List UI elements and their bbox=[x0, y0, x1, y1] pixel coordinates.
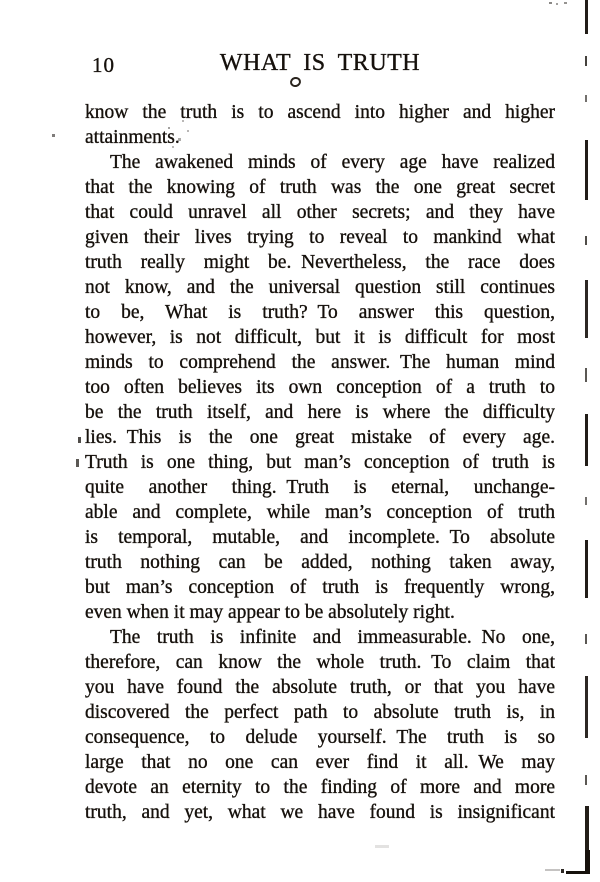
page-edge-mark bbox=[585, 236, 587, 245]
page-edge-mark bbox=[585, 540, 588, 598]
page-edge-mark bbox=[549, 2, 552, 4]
text-line: The truth is infinite and immeasurable. No one, bbox=[110, 627, 555, 648]
page-edge-mark bbox=[561, 869, 564, 873]
paragraph bbox=[85, 100, 555, 150]
page-edge-mark bbox=[52, 134, 55, 137]
page-edge-mark bbox=[585, 414, 588, 466]
text-line: large that no one can ever find it all. We may bbox=[85, 752, 555, 773]
text-line: attainments. bbox=[85, 127, 180, 148]
page-title: WHAT IS TRUTH bbox=[219, 50, 421, 76]
text-line: you have found the absolute truth, or that you have bbox=[85, 677, 555, 698]
text-line: know the truth is to ascend into higher and higher bbox=[85, 102, 555, 123]
page-edge-mark bbox=[78, 437, 81, 443]
page-edge-mark bbox=[585, 806, 589, 852]
page-edge-mark bbox=[585, 634, 587, 644]
text-line: consequence, to delude yourself. The truth is so bbox=[85, 727, 555, 748]
text-line: truth really might be. Nevertheless, the race does bbox=[85, 252, 555, 273]
page-edge-mark bbox=[556, 3, 558, 5]
text-line: therefore, can know the whole truth. To claim that bbox=[85, 652, 555, 673]
text-line: lies. This is the one great mistake of every age. bbox=[85, 427, 555, 448]
page-edge-mark bbox=[566, 871, 588, 874]
text-line: able and complete, while man’s conception of truth bbox=[85, 502, 555, 523]
text-line: but man’s conception of truth is frequently wrong, bbox=[85, 577, 555, 598]
text-line: discovered the perfect path to absolute truth is, in bbox=[85, 702, 555, 723]
text-line: truth, and yet, what we have found is insignificant bbox=[85, 802, 555, 823]
text-line: The awakened minds of every age have realized bbox=[110, 152, 555, 173]
page-text bbox=[85, 100, 555, 825]
text-line: to be, What is truth? To answer this question, bbox=[85, 302, 555, 323]
page-header bbox=[85, 49, 555, 79]
page-edge-mark bbox=[545, 869, 560, 871]
page-edge-mark bbox=[585, 280, 588, 338]
text-line: given their lives trying to reveal to mankind what bbox=[85, 227, 555, 248]
text-line: quite another thing. Truth is eternal, unchange- bbox=[85, 477, 555, 498]
page-edge-mark bbox=[187, 130, 189, 132]
text-line: minds to comprehend the answer. The human mind bbox=[85, 352, 555, 373]
page-edge-mark bbox=[585, 775, 587, 785]
text-line: truth nothing can be added, nothing taken away, bbox=[85, 552, 555, 573]
paragraph bbox=[85, 625, 555, 825]
text-line: not know, and the universal question still continues bbox=[85, 277, 555, 298]
text-line: too often believes its own conception of a truth to bbox=[85, 377, 555, 398]
text-line: that could unravel all other secrets; and they have bbox=[85, 202, 555, 223]
text-line: however, is not difficult, but it is difficult for most bbox=[85, 327, 555, 348]
page-edge-mark bbox=[172, 146, 174, 148]
page-edge-mark bbox=[178, 138, 181, 141]
page-edge-mark bbox=[375, 845, 389, 848]
page-edge-mark bbox=[585, 497, 587, 505]
page-number: 10 bbox=[92, 53, 115, 77]
page-edge-mark bbox=[168, 127, 170, 129]
text-line: Truth is one thing, but man’s conception of truth is bbox=[85, 452, 555, 473]
page-edge-mark bbox=[564, 2, 567, 4]
page-edge-mark bbox=[585, 95, 587, 102]
page-edge-mark bbox=[182, 120, 184, 122]
text-line: even when it may appear to be absolutely right. bbox=[85, 602, 455, 623]
page-edge-mark bbox=[585, 676, 588, 738]
page-edge-mark bbox=[585, 56, 587, 66]
page-edge-mark bbox=[585, 0, 588, 34]
page-edge-mark bbox=[585, 140, 588, 200]
text-line: is temporal, mutable, and incomplete. To absolute bbox=[85, 527, 555, 548]
paragraph bbox=[85, 150, 555, 625]
page-edge-mark bbox=[585, 368, 587, 382]
text-line: that the knowing of truth was the one great secret bbox=[85, 177, 555, 198]
text-line: devote an eternity to the finding of more and more bbox=[85, 777, 555, 798]
text-line: be the truth itself, and here is where the difficulty bbox=[85, 402, 555, 423]
page-edge-mark bbox=[76, 459, 79, 467]
